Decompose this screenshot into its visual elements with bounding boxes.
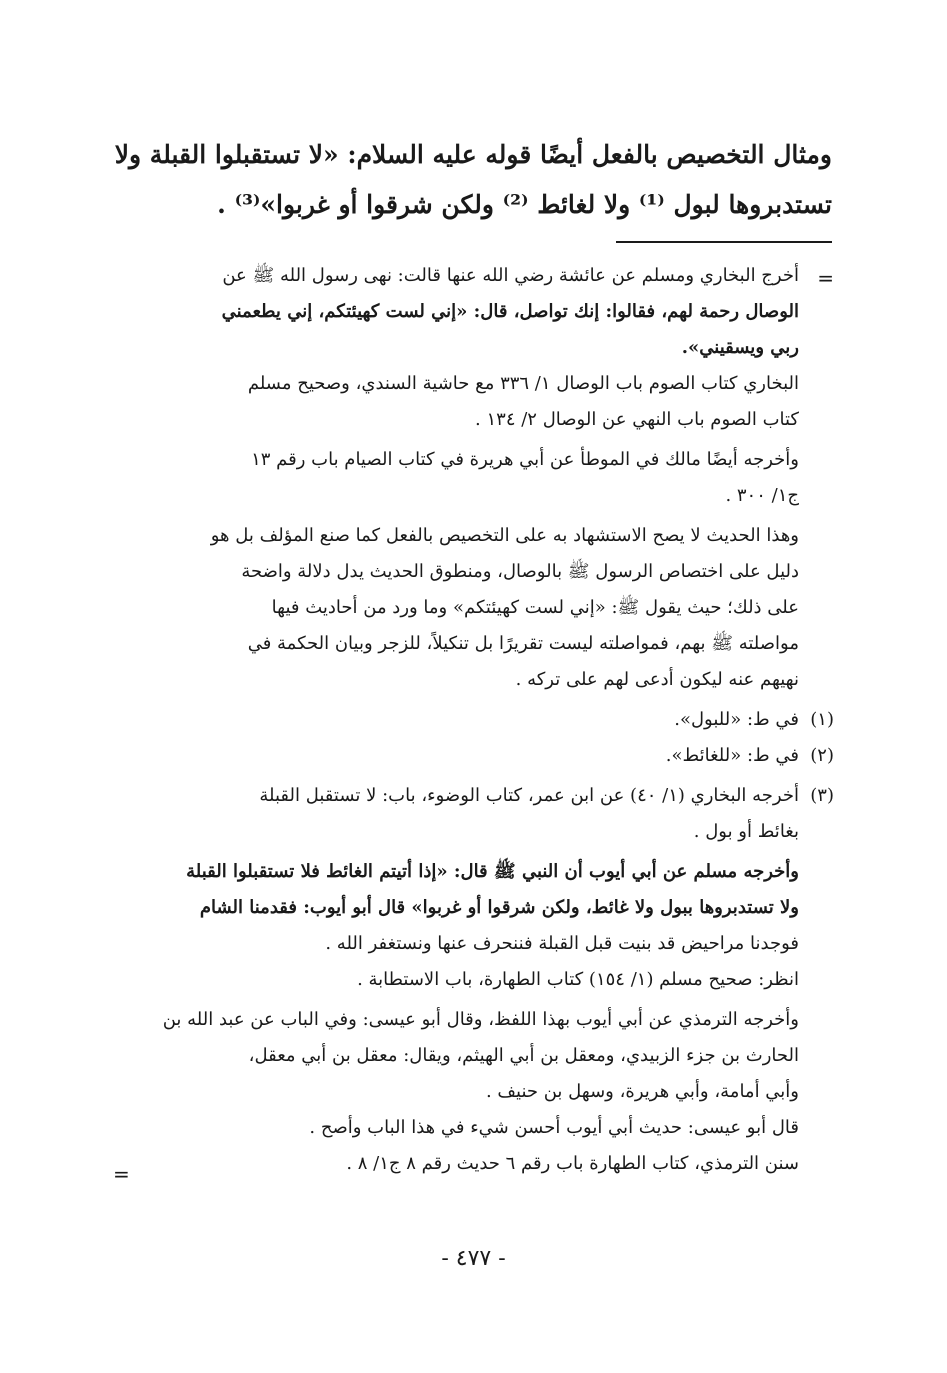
footnote-3-line-6: انظر: صحيح مسلم (١/ ١٥٤) كتاب الطهارة، باب الاستطابة . [357,969,799,990]
footnote-cont-line-8: وهذا الحديث لا يصح الاستشهاد به على التخصيص بالفعل كما صنع المؤلف بل هو [210,525,799,546]
footnote-3-line-2: بغائط أو بول . [693,821,799,842]
footnote-3-line-11: سنن الترمذي، كتاب الطهارة باب رقم ٦ حديث رقم ٨ ج١/ ٨ . [346,1153,799,1174]
footnote-1-text: في ط: «للبول». [674,709,799,730]
footnote-separator [616,241,832,243]
footnote-cont-line-2: الوصال رحمة لهم، فقالوا: إنك تواصل، قال: «إني لست كهيئتكم، إني يطعمني [221,301,799,322]
footnote-3-line-9: وأبي أمامة، وأبي هريرة، وسهل بن حنيف . [485,1081,799,1102]
footnote-cont-line-3: ربي ويسقيني». [681,337,799,358]
footnote-cont-line-12: نهيهم عنه ليكون أدعى لهم على تركه . [515,669,799,690]
footnote-cont-line-11: مواصلته ﷺ بهم، فمواصلته ليست تقريرًا بل تنكيلاً، للزجر وبيان الحكمة في [247,633,799,654]
page-number: - ٤٧٧ - [441,1246,506,1271]
footnote-number-3: (٣) [810,785,834,806]
continuation-marker-bottom: = [113,1162,130,1186]
footnote-3-line-8: الحارث بن جزء الزبيدي، ومعقل بن أبي الهيثم، ويقال: معقل بن أبي معقل، [248,1045,799,1066]
continuation-marker-top: = [817,266,834,290]
main-text-line-2: تستدبروها لبول ⁽¹⁾ ولا لغائط ⁽²⁾ ولكن شرقوا أو غربوا»⁽³⁾ . [217,190,832,219]
footnote-number-1: (١) [810,709,834,730]
footnote-cont-line-7: ج١/ ٣٠٠ . [725,485,799,506]
footnote-cont-line-10: على ذلك؛ حيث يقول ﷺ: «إني لست كهيئتكم» وما ورد من أحاديث فيها [271,597,799,618]
footnote-number-2: (٢) [810,745,834,766]
footnote-3-line-1: أخرجه البخاري (١/ ٤٠) عن ابن عمر، كتاب الوضوء، باب: لا تستقبل القبلة [259,785,799,806]
footnote-3-line-7: وأخرجه الترمذي عن أبي أيوب بهذا اللفظ، وقال أبو عيسى: وفي الباب عن عبد الله بن [162,1009,799,1030]
footnote-3-line-3: وأخرجه مسلم عن أبي أيوب أن النبي ﷺ قال: «إذا أتيتم الغائط فلا تستقبلوا القبلة [186,861,799,882]
footnote-cont-line-1: أخرج البخاري ومسلم عن عائشة رضي الله عنها قالت: نهى رسول الله ﷺ عن [222,265,799,286]
footnote-cont-line-6: وأخرجه أيضًا مالك في الموطأ عن أبي هريرة في كتاب الصيام باب رقم ١٣ [251,449,799,470]
footnote-3-line-10: قال أبو عيسى: حديث أبي أيوب أحسن شيء في هذا الباب وأصح . [309,1117,799,1138]
footnote-3-line-4: ولا تستدبروها ببول ولا غائط، ولكن شرقوا أو غربوا» قال أبو أيوب: فقدمنا الشام [199,897,799,918]
footnote-3-line-5: فوجدنا مراحيض قد بنيت قبل القبلة فننحرف عنها ونستغفر الله . [325,933,799,954]
footnote-cont-line-5: كتاب الصوم باب النهي عن الوصال ٢/ ١٣٤ . [475,409,799,430]
footnote-cont-line-9: دليل على اختصاص الرسول ﷺ بالوصال، ومنطوق الحديث يدل دلالة واضحة [241,561,799,582]
footnote-cont-line-4: البخاري كتاب الصوم باب الوصال ١/ ٣٣٦ مع حاشية السندي، وصحيح مسلم [247,373,799,394]
main-text-line-1: ومثال التخصيص بالفعل أيضًا قوله عليه السلام: «لا تستقبلوا القبلة ولا [114,140,832,169]
footnote-2-text: في ط: «للغائط». [665,745,799,766]
